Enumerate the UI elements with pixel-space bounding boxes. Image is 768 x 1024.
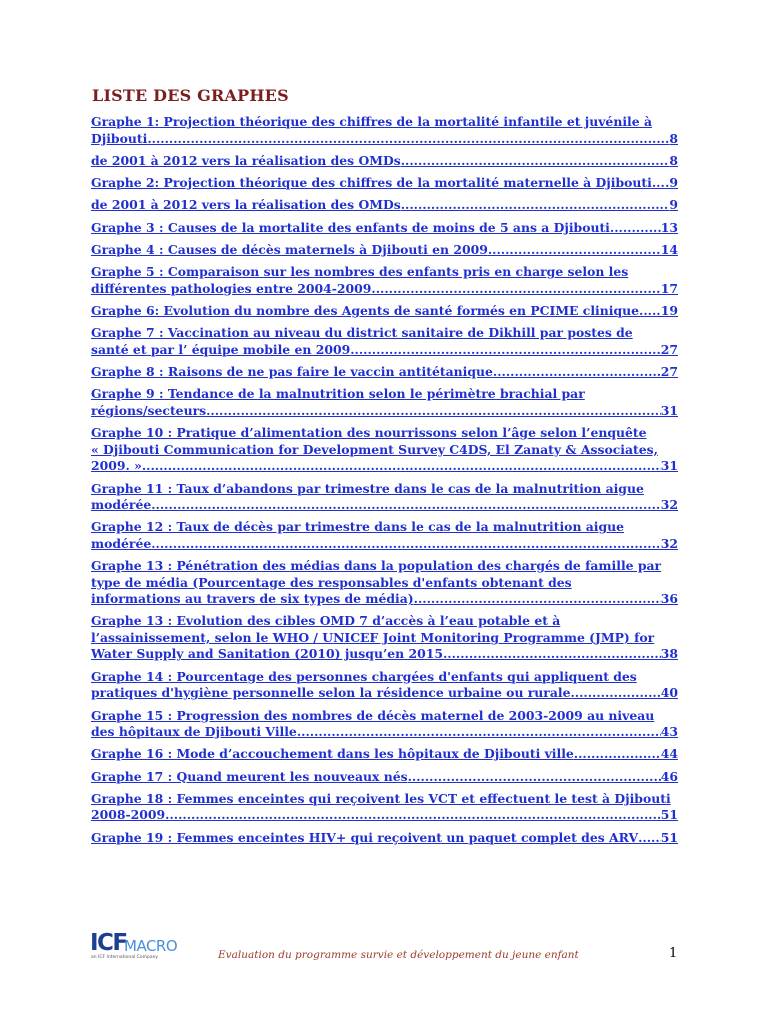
dot-leader: [401, 197, 670, 214]
toc-entry-line: [91, 364, 678, 381]
toc-entry-text: Graphe 15 : Progression des nombres de décès maternel de 2003-2009 au niveau: [91, 707, 655, 723]
toc-entry-text: des hôpitaux de Djibouti Ville: [91, 724, 297, 740]
icf-macro-logo: [90, 931, 186, 963]
dot-leader: [408, 769, 661, 786]
toc-entry-link[interactable]: [91, 242, 678, 259]
dot-leader: [493, 364, 661, 381]
toc-entry-text: Water Supply and Sanitation (2010) jusqu’en 2015: [91, 646, 443, 662]
toc-entry-text: Graphe 5 : Comparaison sur les nombres des enfants pris en charge selon les: [91, 264, 629, 280]
toc-entry-link[interactable]: [91, 264, 678, 297]
toc-page-number: 44: [660, 746, 678, 762]
toc-entry-link[interactable]: [91, 830, 678, 847]
toc-entry-line: [91, 153, 678, 170]
toc-entry-text: Graphe 1: Projection théorique des chiffres de la mortalité infantile et juvénile à: [91, 114, 652, 129]
page-number: 1: [669, 946, 678, 961]
toc-entry-link[interactable]: [91, 669, 678, 702]
toc-entry-text: santé et par l’ équipe mobile en 2009: [91, 341, 351, 357]
toc-page-number: 51: [660, 829, 678, 845]
toc-entry-text: l’assainissement, selon le WHO / UNICEF Joint Monitoring Programme (JMP) for: [91, 629, 655, 645]
dot-leader: [142, 458, 661, 475]
toc-page-number: 14: [660, 241, 678, 257]
toc-entry-line: [91, 769, 678, 786]
toc-entry-line: [91, 807, 678, 824]
toc-page-number: 9: [669, 197, 678, 213]
toc-entry-line: [91, 591, 678, 608]
toc-page-number: 8: [669, 152, 678, 168]
dot-leader: [638, 830, 661, 847]
toc-page-number: 19: [660, 303, 678, 319]
toc-entry-line: [91, 386, 678, 403]
toc-entry-text: Graphe 8 : Raisons de ne pas faire le vaccin antitétanique: [91, 364, 493, 380]
dot-leader: [147, 131, 669, 148]
toc-entry-line: [91, 708, 678, 725]
toc-entry-text: de 2001 à 2012 vers la réalisation des OMDs: [91, 152, 401, 168]
toc-entry-link[interactable]: [91, 303, 678, 320]
dot-leader: [639, 303, 661, 320]
toc-page-number: 31: [660, 402, 678, 418]
toc-page-number: 31: [660, 458, 678, 474]
dot-leader: [574, 746, 661, 763]
toc-page-number: 32: [660, 497, 678, 513]
toc-page-number: 27: [660, 364, 678, 380]
toc-entry-text: Graphe 12 : Taux de décès par trimestre dans le cas de la malnutrition aigue: [91, 519, 625, 535]
toc-entry-text: type de média (Pourcentage des responsables d'enfants obtenant des: [91, 574, 572, 590]
toc-entry-text: informations au travers de six types de média): [91, 591, 414, 607]
toc-entry-text: régions/secteurs: [91, 402, 207, 418]
toc-entry-link[interactable]: [91, 708, 678, 741]
toc-entry-text: Graphe 6: Evolution du nombre des Agents de santé formés en PCIME clinique: [91, 303, 640, 319]
toc-page-number: 38: [660, 646, 678, 662]
toc-entry-link[interactable]: [91, 386, 678, 419]
toc-page-number: 51: [660, 807, 678, 823]
toc-entry-link[interactable]: [91, 519, 678, 552]
toc-entry-line: [91, 425, 678, 442]
toc-entry-text: Graphe 10 : Pratique d’alimentation des nourrissons selon l’âge selon l’enquête: [91, 425, 647, 441]
toc-page-number: 36: [660, 591, 678, 607]
toc-entry-line: [91, 197, 678, 214]
footer-title: Evaluation du programme survie et développement du jeune enfant: [218, 949, 579, 961]
toc-entry-line: [91, 630, 678, 647]
toc-entry-line: [91, 481, 678, 498]
toc-page-number: .9: [665, 175, 678, 191]
dot-leader: [414, 591, 661, 608]
toc-entry-line: [91, 830, 678, 847]
toc-entry-text: Graphe 4 : Causes de décès maternels à Djibouti en 2009: [91, 241, 488, 257]
dot-leader: [297, 724, 661, 741]
logo-macro-text: MACRO: [124, 937, 178, 955]
toc-entry-text: Djibouti: [91, 130, 148, 146]
toc-entry-text: de 2001 à 2012 vers la réalisation des OMDs: [91, 197, 401, 213]
table-of-figures: [91, 114, 678, 852]
toc-entry-text: Graphe 3 : Causes de la mortalite des enfants de moins de 5 ans a Djibouti: [91, 219, 610, 235]
toc-entry-line: [91, 669, 678, 686]
toc-entry-line: [91, 342, 678, 359]
toc-entry-line: [91, 131, 678, 148]
toc-entry-link[interactable]: [91, 325, 678, 358]
dot-leader: [401, 153, 670, 170]
toc-entry-line: [91, 242, 678, 259]
toc-page-number: 17: [660, 280, 678, 296]
toc-entry-line: [91, 746, 678, 763]
dot-leader: [652, 175, 665, 192]
toc-entry-text: Graphe 7 : Vaccination au niveau du district sanitaire de Dikhill par postes de: [91, 325, 633, 341]
toc-entry-line: [91, 114, 678, 131]
toc-entry-line: [91, 685, 678, 702]
toc-entry-text: modérée: [91, 497, 152, 513]
toc-entry-line: [91, 303, 678, 320]
toc-page-number: 8: [669, 130, 678, 146]
logo-icf-text: ICF: [90, 930, 127, 956]
toc-entry-text: 2009. »: [91, 458, 142, 474]
toc-entry-line: [91, 403, 678, 420]
toc-entry-link[interactable]: [91, 769, 678, 786]
toc-entry-link[interactable]: [91, 220, 678, 237]
toc-entry-line: [91, 175, 678, 192]
toc-page-number: 43: [660, 724, 678, 740]
toc-entry-line: [91, 613, 678, 630]
toc-entry-text: Graphe 17 : Quand meurent les nouveaux nés: [91, 768, 408, 784]
toc-entry-line: [91, 281, 678, 298]
list-heading: LISTE DES GRAPHES: [92, 86, 289, 105]
toc-entry-link[interactable]: [91, 364, 678, 381]
toc-entry-line: [91, 575, 678, 592]
dot-leader: [350, 342, 661, 359]
toc-entry-link[interactable]: [91, 114, 678, 147]
toc-entry-line: [91, 325, 678, 342]
toc-entry-text: Graphe 11 : Taux d’abandons par trimestre dans le cas de la malnutrition aigue: [91, 480, 644, 496]
dot-leader: [165, 807, 661, 824]
toc-entry-text: Graphe 18 : Femmes enceintes qui reçoivent les VCT et effectuent le test à Djibouti: [91, 790, 671, 806]
dot-leader: [443, 646, 661, 663]
toc-entry-link[interactable]: [91, 153, 678, 170]
toc-entry-text: 2008-2009: [91, 807, 166, 823]
toc-entry-link[interactable]: [91, 481, 678, 514]
toc-entry-link[interactable]: [91, 791, 678, 824]
toc-entry-link[interactable]: [91, 746, 678, 763]
toc-entry-line: [91, 264, 678, 281]
toc-entry-text: Graphe 2: Projection théorique des chiffres de la mortalité maternelle à Djibouti: [91, 175, 652, 191]
toc-entry-line: [91, 497, 678, 514]
toc-entry-link[interactable]: [91, 558, 678, 608]
toc-entry-line: [91, 458, 678, 475]
dot-leader: [488, 242, 661, 259]
toc-entry-text: « Djibouti Communication for Development Survey C4DS, El Zanaty & Associates,: [91, 441, 658, 457]
toc-entry-line: [91, 442, 678, 459]
dot-leader: [151, 497, 661, 514]
dot-leader: [570, 685, 660, 702]
toc-entry-link[interactable]: [91, 175, 678, 192]
toc-entry-text: Graphe 13 : Pénétration des médias dans la population des chargés de famille par: [91, 558, 662, 574]
toc-entry-line: [91, 536, 678, 553]
toc-page-number: 40: [660, 685, 678, 701]
toc-page-number: 13: [660, 219, 678, 235]
toc-entry-link[interactable]: [91, 425, 678, 475]
toc-entry-link[interactable]: [91, 613, 678, 663]
toc-entry-text: Graphe 13 : Evolution des cibles OMD 7 d’accès à l’eau potable et à: [91, 613, 561, 629]
toc-entry-text: Graphe 16 : Mode d’accouchement dans les hôpitaux de Djibouti ville: [91, 746, 574, 762]
logo-tagline: an ICF International Company: [91, 955, 159, 960]
toc-entry-text: Graphe 19 : Femmes enceintes HIV+ qui reçoivent un paquet complet des ARV: [91, 829, 639, 845]
toc-entry-text: différentes pathologies entre 2004-2009: [91, 280, 372, 296]
toc-page-number: 27: [660, 341, 678, 357]
toc-entry-text: Graphe 14 : Pourcentage des personnes chargées d'enfants qui appliquent des: [91, 668, 637, 684]
dot-leader: [151, 536, 661, 553]
toc-entry-link[interactable]: [91, 197, 678, 214]
toc-entry-line: [91, 558, 678, 575]
toc-entry-line: [91, 724, 678, 741]
toc-entry-line: [91, 519, 678, 536]
dot-leader: [206, 403, 661, 420]
toc-page-number: 32: [660, 535, 678, 551]
toc-entry-text: pratiques d'hygiène personnelle selon la résidence urbaine ou rurale: [91, 685, 571, 701]
dot-leader: [610, 220, 661, 237]
toc-entry-line: [91, 646, 678, 663]
toc-entry-line: [91, 791, 678, 808]
dot-leader: [371, 281, 660, 298]
toc-page-number: 46: [660, 768, 678, 784]
toc-entry-line: [91, 220, 678, 237]
toc-entry-text: modérée: [91, 535, 152, 551]
toc-entry-text: Graphe 9 : Tendance de la malnutrition selon le périmètre brachial par: [91, 386, 585, 402]
